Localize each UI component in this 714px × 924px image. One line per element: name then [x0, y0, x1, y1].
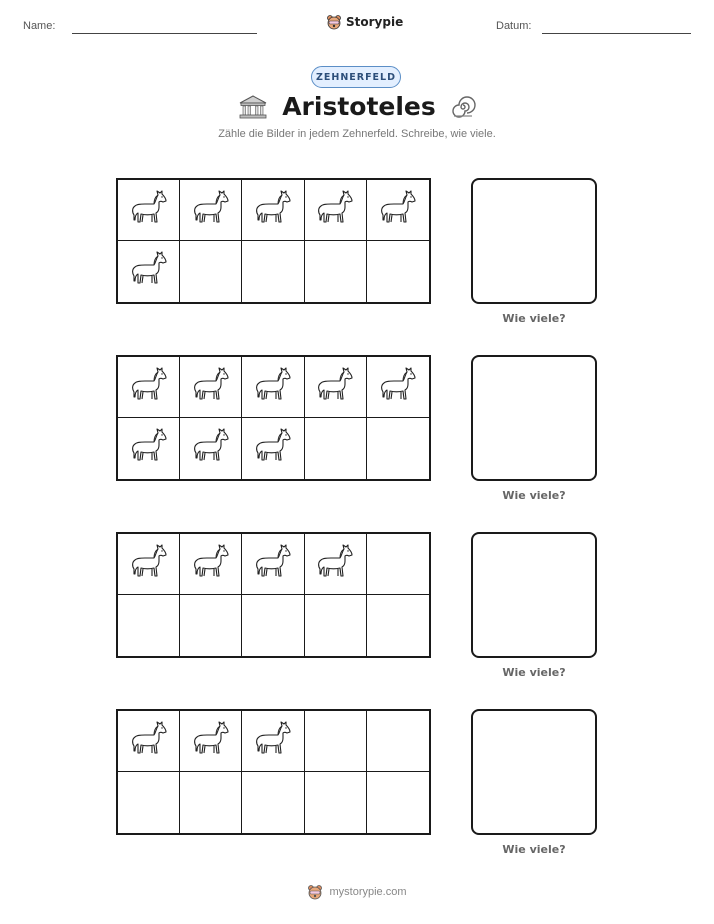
answer-label: Wie viele?: [502, 666, 566, 679]
answer-box[interactable]: [471, 709, 597, 835]
ten-frame: [116, 709, 431, 835]
horse-icon: [127, 540, 171, 589]
ten-frame-cell: [180, 357, 242, 418]
horse-icon: [127, 247, 171, 296]
horse-icon: [189, 540, 233, 589]
horse-icon: [376, 363, 420, 412]
ten-frame-cell: [180, 772, 242, 833]
horse-icon: [189, 186, 233, 235]
ten-frame-cell: [118, 534, 180, 595]
ten-frame-cell: [367, 711, 429, 772]
ten-frame-cell: [305, 772, 367, 833]
ten-frame-cell: [305, 595, 367, 656]
horse-icon: [313, 186, 357, 235]
ten-frame-cell: [305, 711, 367, 772]
name-line[interactable]: [72, 33, 257, 34]
horse-icon: [127, 717, 171, 766]
horse-icon: [376, 186, 420, 235]
ten-frame-cell: [118, 772, 180, 833]
temple-icon: [238, 94, 268, 120]
ten-frame-cell: [305, 534, 367, 595]
ten-frame-cell: [242, 180, 304, 241]
horse-icon: [251, 186, 295, 235]
ten-frame-cell: [242, 241, 304, 302]
spiral-shell-icon: [450, 94, 476, 120]
footer: [0, 884, 714, 900]
horse-icon: [251, 424, 295, 473]
answer-box[interactable]: [471, 355, 597, 481]
ten-frame-cell: [242, 772, 304, 833]
ten-frame-cell: [180, 180, 242, 241]
answer-label: Wie viele?: [502, 312, 566, 325]
answer-box[interactable]: [471, 178, 597, 304]
ten-frame: [116, 178, 431, 304]
ten-frame-cell: [367, 357, 429, 418]
horse-icon: [251, 717, 295, 766]
date-label: Datum:: [496, 20, 532, 32]
ten-frame-cell: [242, 595, 304, 656]
horse-icon: [127, 363, 171, 412]
brand-name: Storypie: [346, 15, 404, 29]
ten-frame-cell: [180, 534, 242, 595]
ten-frame-cell: [367, 418, 429, 479]
bear-mascot-icon: [326, 14, 342, 30]
horse-icon: [127, 424, 171, 473]
horse-icon: [189, 363, 233, 412]
worksheet-type-badge: ZEHNERFELD: [311, 66, 401, 88]
ten-frame-cell: [367, 534, 429, 595]
ten-frame: [116, 532, 431, 658]
ten-frame-cell: [118, 241, 180, 302]
footer-url: mystorypie.com: [329, 886, 407, 898]
brand-logo: [326, 14, 403, 30]
ten-frame: [116, 355, 431, 481]
horse-icon: [313, 540, 357, 589]
instructions: Zähle die Bilder in jedem Zehnerfeld. Schreibe, wie viele.: [218, 128, 496, 140]
horse-icon: [127, 186, 171, 235]
horse-icon: [313, 363, 357, 412]
answer-label: Wie viele?: [502, 843, 566, 856]
ten-frame-cell: [305, 241, 367, 302]
ten-frame-cell: [180, 418, 242, 479]
horse-icon: [251, 363, 295, 412]
ten-frame-cell: [180, 711, 242, 772]
horse-icon: [189, 717, 233, 766]
ten-frame-cell: [367, 772, 429, 833]
ten-frame-cell: [180, 595, 242, 656]
ten-frame-cell: [367, 180, 429, 241]
name-label: Name:: [23, 20, 56, 32]
ten-frame-cell: [242, 711, 304, 772]
bear-mascot-icon: [307, 884, 323, 900]
ten-frame-cell: [118, 595, 180, 656]
ten-frame-cell: [305, 357, 367, 418]
horse-icon: [251, 540, 295, 589]
ten-frame-cell: [118, 418, 180, 479]
title-row: [0, 92, 714, 121]
ten-frame-cell: [242, 418, 304, 479]
page-title: Aristoteles: [282, 92, 436, 121]
ten-frame-cell: [367, 595, 429, 656]
ten-frame-cell: [367, 241, 429, 302]
date-line[interactable]: [542, 33, 691, 34]
answer-box[interactable]: [471, 532, 597, 658]
ten-frame-cell: [305, 418, 367, 479]
ten-frame-cell: [118, 180, 180, 241]
ten-frame-cell: [305, 180, 367, 241]
ten-frame-cell: [242, 357, 304, 418]
answer-label: Wie viele?: [502, 489, 566, 502]
ten-frame-cell: [242, 534, 304, 595]
ten-frame-cell: [118, 357, 180, 418]
horse-icon: [189, 424, 233, 473]
ten-frame-cell: [118, 711, 180, 772]
ten-frame-cell: [180, 241, 242, 302]
